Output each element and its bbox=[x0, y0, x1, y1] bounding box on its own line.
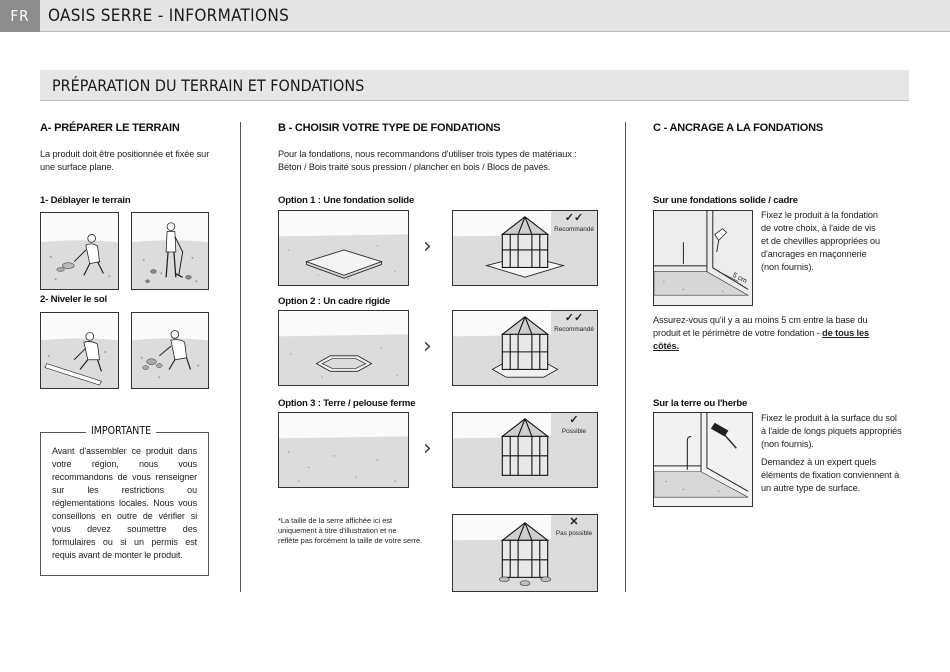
option-3-badge-label: Possible bbox=[561, 428, 587, 435]
clear-ground-image-1 bbox=[40, 212, 119, 290]
option-1-greenhouse-image bbox=[452, 210, 598, 286]
option-4-badge bbox=[551, 515, 597, 541]
cross-icon: ✕ bbox=[569, 516, 579, 528]
step-2-heading: 2- Niveler le sol bbox=[40, 294, 107, 305]
option-1-badge bbox=[551, 211, 597, 237]
important-notice-title: IMPORTANTE bbox=[86, 425, 156, 437]
solid-foundation-text-1: Fixez le produit à la fondation bbox=[761, 210, 878, 220]
chevron-right-icon: › bbox=[423, 234, 432, 259]
column-c-title: C - ANCRAGE A LA FONDATIONS bbox=[653, 122, 823, 134]
spacing-note-line-2 bbox=[653, 327, 869, 340]
section-title: PRÉPARATION DU TERRAIN ET FONDATIONS bbox=[52, 76, 365, 95]
ground-anchor-text-3: (non fournis). bbox=[761, 439, 814, 449]
option-1-label: Option 1 : Une fondation solide bbox=[278, 195, 415, 206]
important-notice bbox=[40, 425, 209, 576]
document-title: OASIS SERRE - INFORMATIONS bbox=[48, 6, 290, 26]
level-ground-image-1 bbox=[40, 312, 119, 389]
solid-foundation-text-4: d'ancrages en maçonnerie bbox=[761, 249, 867, 259]
option-2-frame-image bbox=[278, 310, 409, 386]
option-3-label: Option 3 : Terre / pelouse ferme bbox=[278, 398, 416, 409]
solid-foundation-text-3: et de chevilles appropriées ou bbox=[761, 236, 881, 246]
ground-anchor-text-1: Fixez le produit à la surface du sol bbox=[761, 413, 897, 423]
solid-foundation-heading: Sur une fondations solide / cadre bbox=[653, 195, 798, 206]
language-tab[interactable]: FR bbox=[0, 0, 40, 32]
option-3-greenhouse-image bbox=[452, 412, 598, 488]
option-1-badge-label: Recommandé bbox=[554, 226, 594, 233]
spacing-note-emphasis-1: de tous les bbox=[822, 328, 870, 338]
double-check-icon: ✓✓ bbox=[564, 212, 584, 224]
ground-anchor-text-4: Demandez à un expert quels bbox=[761, 457, 876, 467]
column-a-title: A- PRÉPARER LE TERRAIN bbox=[40, 122, 180, 134]
chevron-right-icon: › bbox=[423, 436, 432, 461]
option-1-foundation-image bbox=[278, 210, 409, 286]
ground-anchor-text-2: à l'aide de longs piquets appropriés bbox=[761, 426, 902, 436]
five-cm-label: 5 cm bbox=[731, 271, 748, 286]
not-possible-greenhouse-image bbox=[452, 514, 598, 592]
clear-ground-image-2 bbox=[131, 212, 209, 290]
important-notice-text: Avant d'assembler ce produit dans votre région, nous vous recommandons de vous renseigner sur les restrictions ou réglementations locales. Nous vous conseillons en outre de vérifier si vous devez soumettre des formulaires ou si un permis est requis avant de monter le produit. bbox=[52, 446, 197, 560]
top-bar bbox=[0, 0, 950, 32]
spacing-note-emphasis-2: côtés. bbox=[653, 341, 679, 351]
column-divider-right bbox=[625, 122, 626, 592]
option-2-label: Option 2 : Un cadre rigide bbox=[278, 296, 391, 307]
illustration-note-line-1: *La taille de la serre affichée ici est bbox=[278, 516, 393, 525]
ground-anchor-heading: Sur la terre ou l'herbe bbox=[653, 398, 748, 409]
level-ground-image-2 bbox=[131, 312, 209, 389]
column-b-intro-line-2: Béton / Bois traité sous pression / plancher en bois / Blocs de pavés. bbox=[278, 162, 551, 172]
check-icon: ✓ bbox=[569, 414, 579, 426]
spacing-note-text: produit et le périmètre de votre fondation - bbox=[653, 328, 823, 338]
ground-anchor-image bbox=[653, 412, 753, 507]
section-header bbox=[40, 70, 909, 101]
solid-foundation-text-2: de votre choix, à l'aide de vis bbox=[761, 223, 876, 233]
ground-anchor-text-6: un autre type de surface. bbox=[761, 483, 861, 493]
column-divider-left bbox=[240, 122, 241, 592]
illustration-note-line-2: uniquement à titre d'illustration et ne bbox=[278, 526, 397, 535]
illustration-note-line-3: reflète pas forcément la taille de votre serre. bbox=[278, 536, 423, 545]
chevron-right-icon: › bbox=[423, 334, 432, 359]
solid-foundation-text-5: (non fournis). bbox=[761, 262, 814, 272]
ground-anchor-text-5: éléments de fixation conviennent à bbox=[761, 470, 900, 480]
option-3-ground-image bbox=[278, 412, 409, 488]
double-check-icon: ✓✓ bbox=[564, 312, 584, 324]
spacing-note-line-1: Assurez-vous qu'il y a au moins 5 cm entre la base du bbox=[653, 315, 868, 325]
column-b-intro-line-1: Pour la fondations, nous recommandons d'utiliser trois types de matériaux : bbox=[278, 149, 577, 159]
option-2-badge-label: Recommandé bbox=[554, 326, 594, 333]
option-2-greenhouse-image bbox=[452, 310, 598, 386]
solid-foundation-anchor-image bbox=[653, 210, 753, 306]
option-3-badge bbox=[551, 413, 597, 439]
column-a-intro-line-1: La produit doit être positionnée et fixée sur bbox=[40, 149, 210, 159]
column-a-intro-line-2: une surface plane. bbox=[40, 162, 114, 172]
step-1-heading: 1- Déblayer le terrain bbox=[40, 195, 131, 206]
option-4-badge-label: Pas possible bbox=[555, 530, 593, 537]
column-b-title: B - CHOISIR VOTRE TYPE DE FONDATIONS bbox=[278, 122, 501, 134]
option-2-badge bbox=[551, 311, 597, 337]
